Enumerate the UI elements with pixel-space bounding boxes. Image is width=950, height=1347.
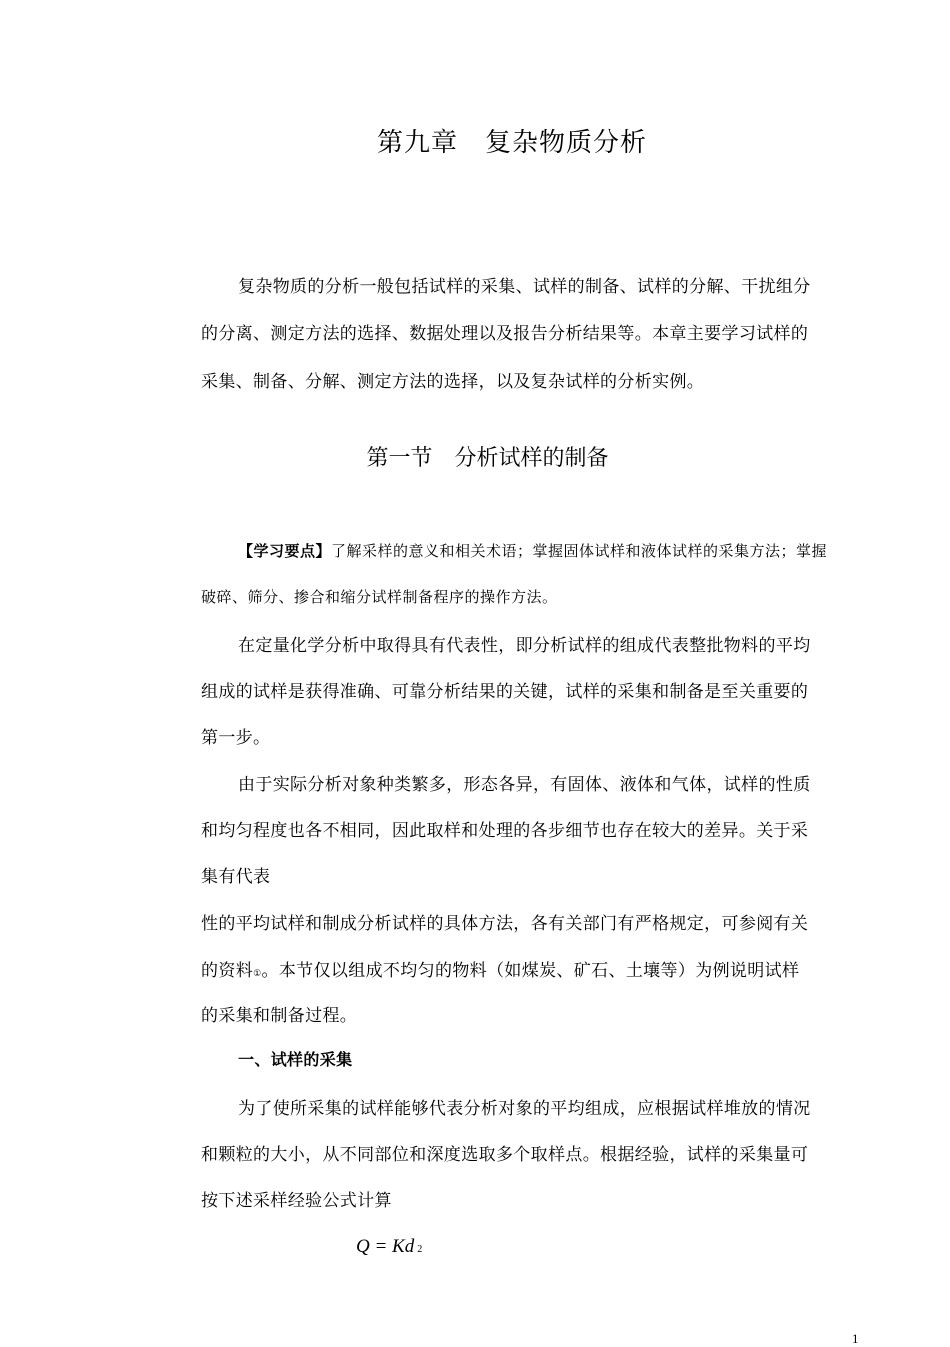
para1-line-3: 第一步。 [201, 728, 271, 748]
para3-line-1: 为了使所采集的试样能够代表分析对象的平均组成，应根据试样堆放的情况 [238, 1099, 811, 1119]
para2-line-5-start: 的资料 [201, 961, 254, 981]
para2-line-4: 性的平均试样和制成分析试样的具体方法，各有关部门有严格规定，可参阅有关 [201, 914, 809, 934]
key-points-label: 【学习要点】 [238, 542, 332, 560]
key-points-line-1 [238, 540, 827, 561]
para2-line-2: 和均匀程度也各不相同，因此取样和处理的各步细节也存在较大的差异。关于采 [201, 821, 809, 841]
intro-line-2: 的分离、测定方法的选择、数据处理以及报告分析结果等。本章主要学习试样的 [201, 324, 809, 344]
key-points-text: 了解采样的意义和相关术语；掌握固体试样和液体试样的采集方法；掌握 [331, 542, 828, 560]
intro-line-3: 采集、制备、分解、测定方法的选择，以及复杂试样的分析实例。 [201, 372, 705, 392]
para1-line-2: 组成的试样是获得准确、可靠分析结果的关键，试样的采集和制备是至关重要的 [201, 682, 809, 702]
para3-line-2: 和颗粒的大小，从不同部位和深度选取多个取样点。根据经验，试样的采集量可 [201, 1145, 809, 1165]
para2-line-5-end: 。本节仅以组成不均匀的物料（如煤炭、矿石、土壤等）为例说明试样 [261, 961, 800, 981]
para2-line-5 [201, 956, 799, 981]
key-points-line-2: 破碎、筛分、掺合和缩分试样制备程序的操作方法。 [201, 588, 558, 606]
para3-line-3: 按下述采样经验公式计算 [201, 1191, 392, 1211]
para1-line-1: 在定量化学分析中取得具有代表性，即分析试样的组成代表整批物料的平均 [238, 636, 811, 656]
intro-line-1: 复杂物质的分析一般包括试样的采集、试样的制备、试样的分解、干扰组分 [238, 277, 811, 297]
para2-line-3: 集有代表 [201, 867, 271, 887]
subheading: 一、试样的采集 [238, 1050, 353, 1069]
formula-exponent: 2 [417, 1244, 423, 1255]
footnote-marker[interactable]: ① [253, 969, 262, 979]
para2-line-1: 由于实际分析对象种类繁多，形态各异，有固体、液体和气体，试样的性质 [238, 775, 811, 795]
para2-line-6: 的采集和制备过程。 [201, 1006, 358, 1026]
formula-main: Q = Kd [356, 1236, 415, 1257]
chapter-title: 第九章 复杂物质分析 [376, 128, 647, 158]
page-number: 1 [852, 1331, 859, 1346]
section-title: 第一节 分析试样的制备 [366, 446, 609, 471]
sampling-formula [356, 1236, 422, 1258]
